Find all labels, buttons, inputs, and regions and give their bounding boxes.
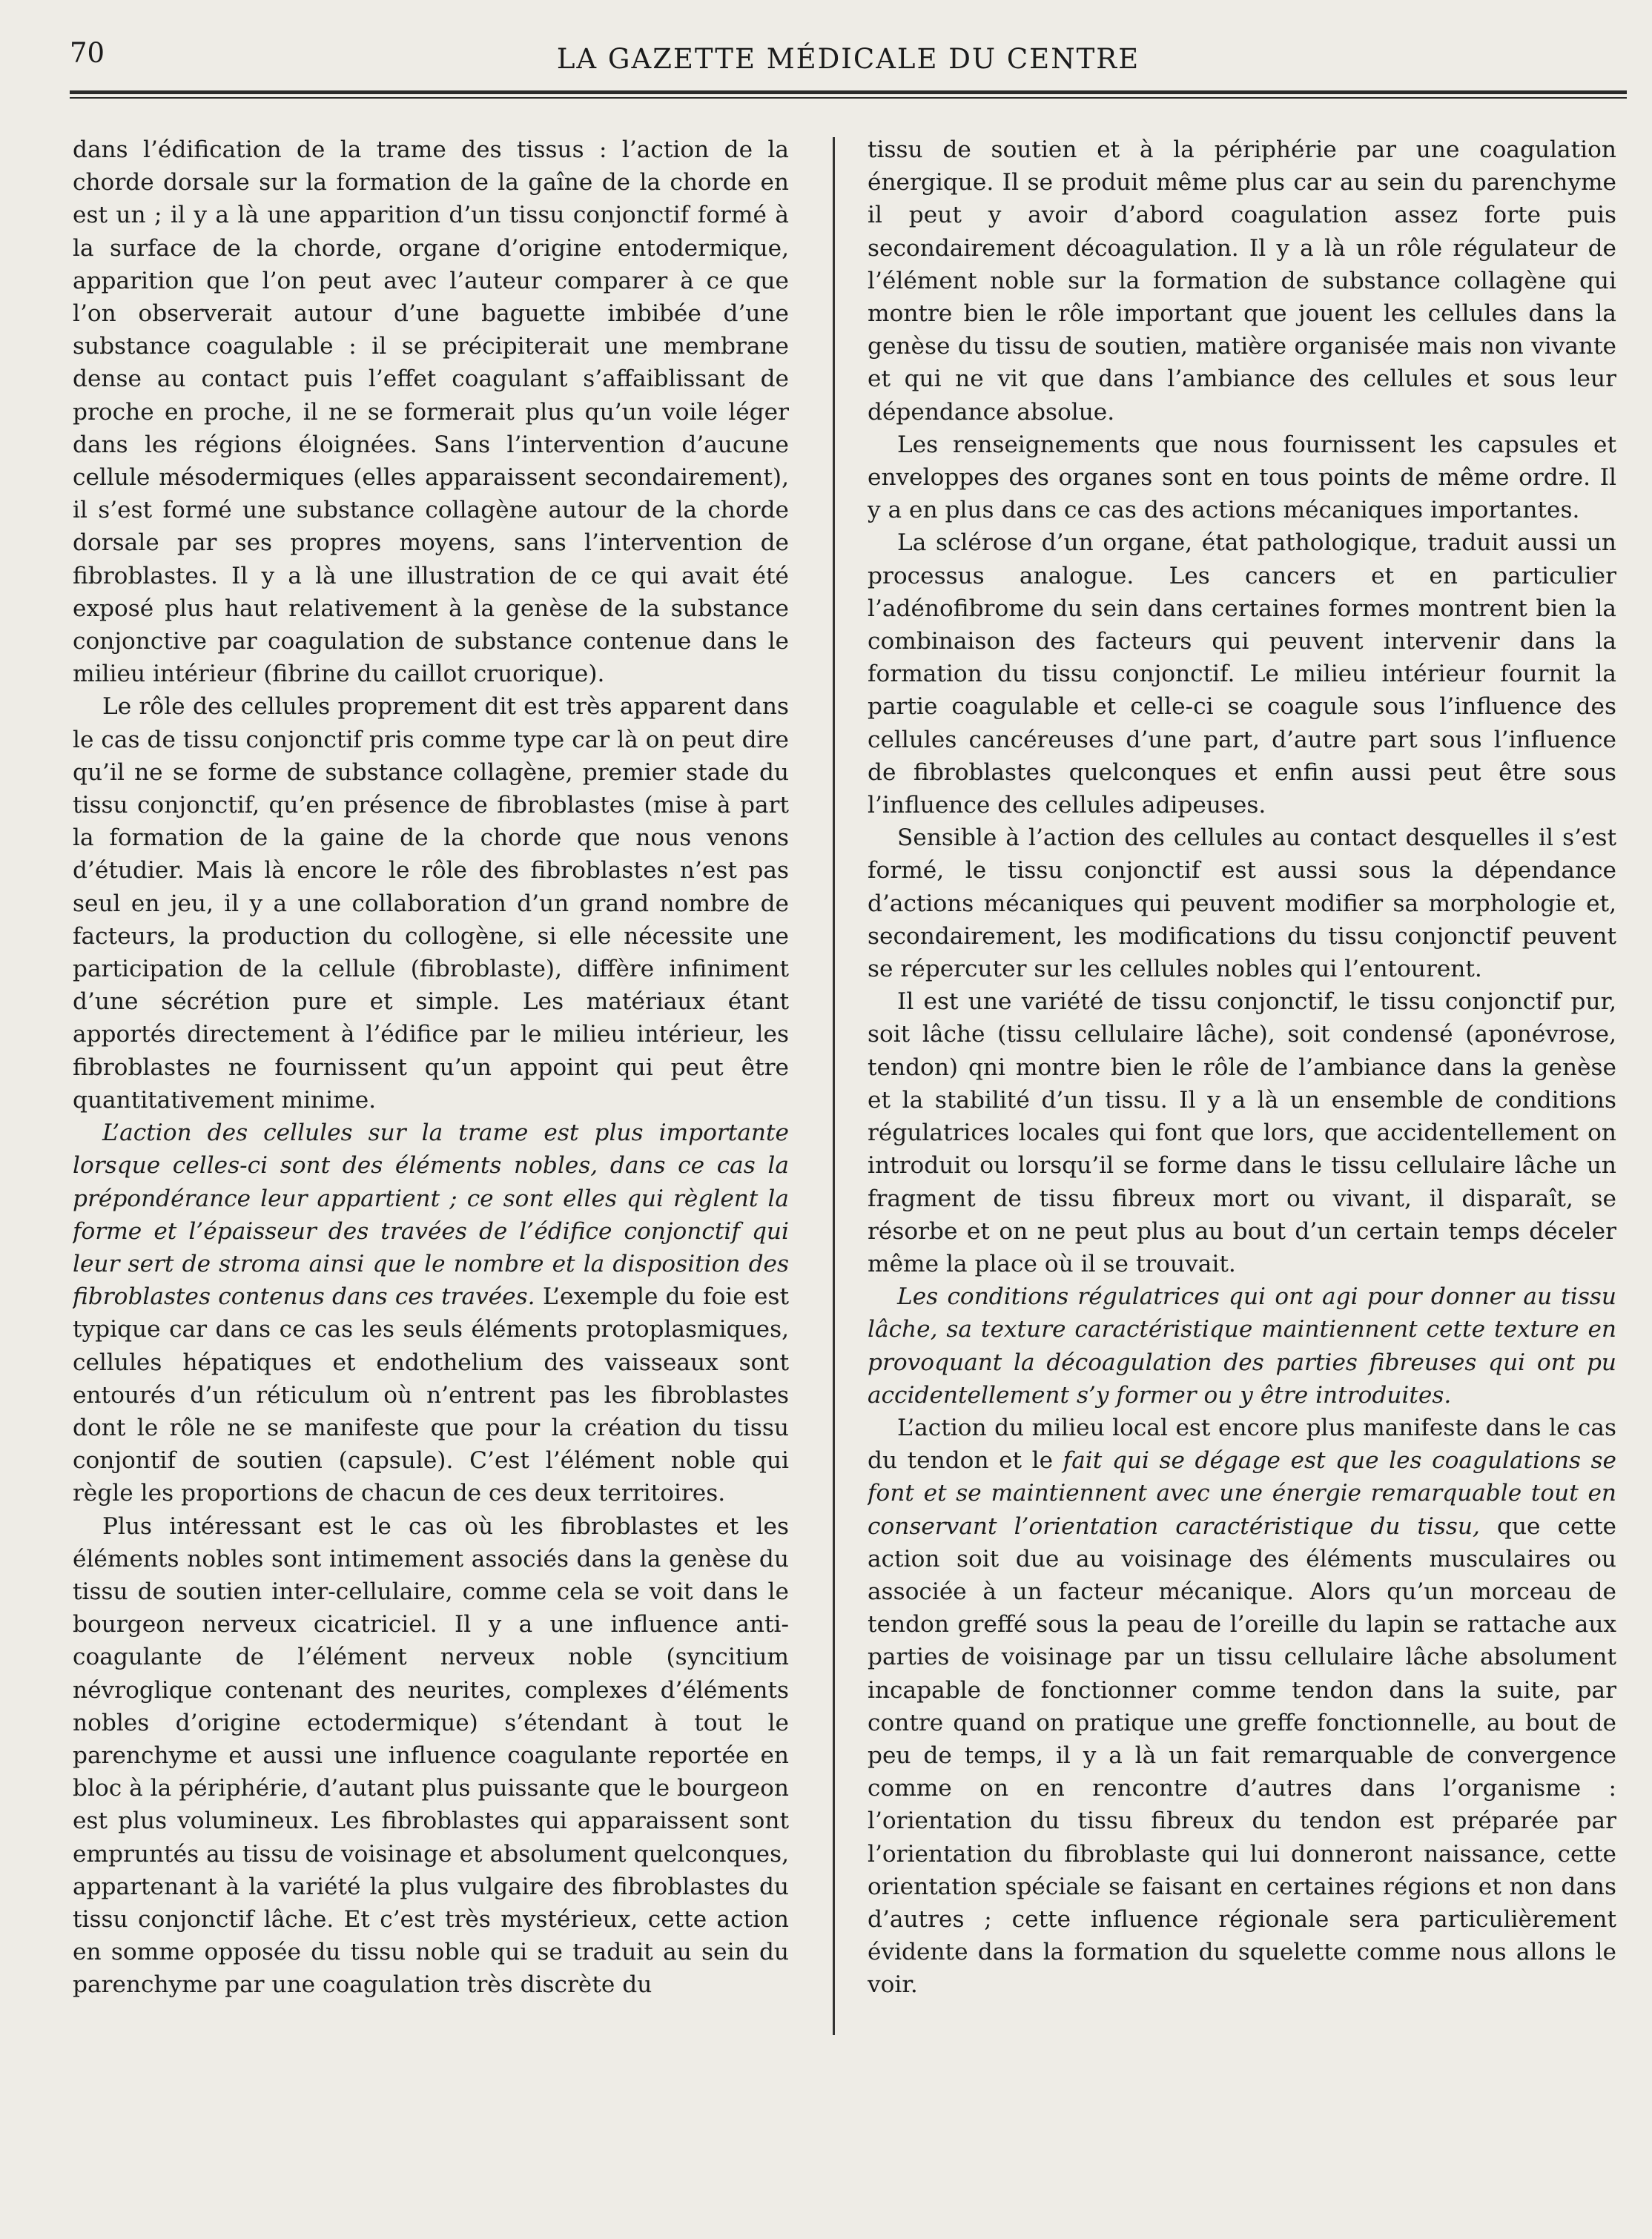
header-rule-thin: [70, 97, 1627, 99]
italic-passage: fait qui se dégage est que les coagulations se font et se maintiennent avec une énergie remarquable tout en conservant l’orientation caractéristique du tissu,: [868, 1447, 1616, 1540]
right-paragraph-3: La sclérose d’un organe, état pathologique, traduit aussi un processus analogue. Les cancers et en particulier l’adénofibrome du sein dans certaines formes montrent bien la combinaison des facteurs qui peuvent intervenir dans la formation du tissu conjonctif. Le milieu intérieur fournit la partie coagulable et celle-ci se coagule sous l’influence des cellules cancéreuses d’une part, d’autre part sous l’influence de fibroblastes quelconques et enfin aussi peut être sous l’influence des cellules adipeuses.: [868, 529, 1616, 819]
left-paragraph-2: Le rôle des cellules proprement dit est très apparent dans le cas de tissu conjonctif pris comme type car là on peut dire qu’il ne se forme de substance collagène, premier stade du tissu conjonctif, qu’en présence de fibroblastes (mise à part la formation de la gaine de la chorde que nous venons d’étudier. Mais là encore le rôle des fibroblastes n’est pas seul en jeu, il y a une collaboration d’un grand nombre de facteurs, la production du collogène, si elle nécessite une participation de la cellule (fibroblaste), diffère infiniment d’une sécrétion pure et simple. Les matériaux étant apportés directement à l’édifice par le milieu intérieur, les fibroblastes ne fournissent qu’un appoint qui peut être quantitativement minime.: [73, 693, 789, 1114]
left-column: [73, 133, 789, 2209]
paragraph-text: L’exemple du foie est typique car dans ce cas les seuls éléments protoplasmiques, cellules hépatiques et endothelium des vaisseaux sont entourés d’un réticulum où n’entrent pas les fibroblastes dont le rôle ne se manifeste que pour la création du tissu conjontif de soutien (capsule). C’est l’élément noble qui règle les proportions de chacun de ces deux territoires.: [73, 1283, 789, 1507]
right-column: [868, 133, 1616, 2209]
right-paragraph-1: tissu de soutien et à la périphérie par une coagulation énergique. Il se produit même plus car au sein du parenchyme il peut y avoir d’abord coagulation assez forte puis secondairement décoagulation. Il y a là un rôle régulateur de l’élément noble sur la formation de substance collagène qui montre bien le rôle important que jouent les cellules dans la genèse du tissu de soutien, matière organisée mais non vivante et qui ne vit que dans l’ambiance des cellules et sous leur dépendance absolue.: [868, 136, 1616, 426]
italic-passage: L’action des cellules sur la trame est plus importante lorsque celles-ci sont des éléments nobles, dans ce cas la prépondérance leur appartient ; ce sont elles qui règlent la forme et l’épaisseur des travées de l’édifice conjonctif qui leur sert de stroma ainsi que le nombre et la disposition des fibroblastes contenus dans ces travées.: [73, 1120, 789, 1311]
left-paragraph-1: dans l’édification de la trame des tissus : l’action de la chorde dorsale sur la formation de la gaîne de la chorde en est un ; il y a là une apparition d’un tissu conjonctif formé à la surface de la chorde, organe d’origine entodermique, apparition que l’on peut avec l’auteur comparer à ce que l’on observerait autour d’une baguette imbibée d’une substance coagulable : il se précipiterait une membrane dense au contact puis l’effet coagulant s’affaiblissant de proche en proche, il ne se formerait plus qu’un voile léger dans les régions éloignées. Sans l’intervention d’aucune cellule mésodermiques (elles apparaissent secondairement), il s’est formé une substance collagène autour de la chorde dorsale par ses propres moyens, sans l’intervention de fibroblastes. Il y a là une illustration de ce qui avait été exposé plus haut relativement à la genèse de la substance conjonctive par coagulation de substance contenue dans le milieu intérieur (fibrine du caillot cruorique).: [73, 136, 789, 688]
paragraph-text: L’action du milieu local est encore plus manifeste dans le cas du tendon et le: [868, 1414, 1616, 1475]
italic-passage: Les conditions régulatrices qui ont agi pour donner au tissu lâche, sa texture caractéristique maintiennent cette texture en provoquant la décoagulation des parties fibreuses qui ont pu accidentellement s’y former ou y être introduites.: [868, 1283, 1616, 1409]
right-paragraph-6: [868, 1280, 1616, 1412]
paragraph-text: que cette action soit due au voisinage des éléments musculaires ou associée à un facteur mécanique. Alors qu’un morceau de tendon greffé sous la peau de l’oreille du lapin se rattache aux parties de voisinage par un tissu cellulaire lâche absolument incapable de fonctionner comme tendon dans la suite, par contre quand on pratique une greffe fonctionnelle, au bout de peu de temps, il y a là un fait remarquable de convergence comme on en rencontre d’autres dans l’organisme : l’orientation du tissu fibreux du tendon est préparée par l’orientation du fibroblaste qui lui donneront naissance, cette orientation spéciale se faisant en certaines régions et non dans d’autres ; cette influence régionale sera particulièrement évidente dans la formation du squelette comme nous allons le voir.: [868, 1512, 1616, 1999]
column-divider: [833, 137, 835, 2035]
right-paragraph-4: Sensible à l’action des cellules au contact desquelles il s’est formé, le tissu conjonctif est aussi sous la dépendance d’actions mécaniques qui peuvent modifier sa morphologie et, secondairement, les modifications du tissu conjonctif peuvent se répercuter sur les cellules nobles qui l’entourent.: [868, 824, 1616, 983]
right-paragraph-5: Il est une variété de tissu conjonctif, le tissu conjonctif pur, soit lâche (tissu cellulaire lâche), soit condensé (aponévrose, tendon) qni montre bien le rôle de l’ambiance dans la genèse et la stabilité d’un tissu. Il y a là un ensemble de conditions régulatrices locales qui font que lors, que accidentellement on introduit ou lorsqu’il se forme dans le tissu cellulaire lâche un fragment de tissu fibreux mort ou vivant, il disparaît, se résorbe et on ne peut plus au bout d’un certain temps déceler même la place où il se trouvait.: [868, 988, 1616, 1277]
running-title: LA GAZETTE MÉDICALE DU CENTRE: [556, 43, 1140, 75]
page-number: 70: [70, 37, 105, 69]
header-rule-thick: [70, 90, 1627, 94]
left-paragraph-4: Plus intéressant est le cas où les fibroblastes et les éléments nobles sont intimement associés dans la genèse du tissu de soutien inter-cellulaire, comme cela se voit dans le bourgeon nerveux cicatriciel. Il y a une influence anti-coagulante de l’élément nerveux noble (syncitium névroglique contenant des neurites, complexes d’éléments nobles d’origine ectodermique) s’étendant à tout le parenchyme et aussi une influence coagulante reportée en bloc à la périphérie, d’autant plus puissante que le bourgeon est plus volumineux. Les fibroblastes qui apparaissent sont empruntés au tissu de voisinage et absolument quelconques, appartenant à la variété la plus vulgaire des fibroblastes du tissu conjonctif lâche. Et c’est très mystérieux, cette action en somme opposée du tissu noble qui se traduit au sein du parenchyme par une coagulation très discrète du: [73, 1512, 789, 1999]
right-paragraph-7: [868, 1412, 1616, 2002]
page-header: [70, 37, 1627, 89]
right-paragraph-2: Les renseignements que nous fournissent les capsules et enveloppes des organes sont en tous points de même ordre. Il y a en plus dans ce cas des actions mécaniques importantes.: [868, 431, 1616, 524]
left-paragraph-3: [73, 1117, 789, 1509]
